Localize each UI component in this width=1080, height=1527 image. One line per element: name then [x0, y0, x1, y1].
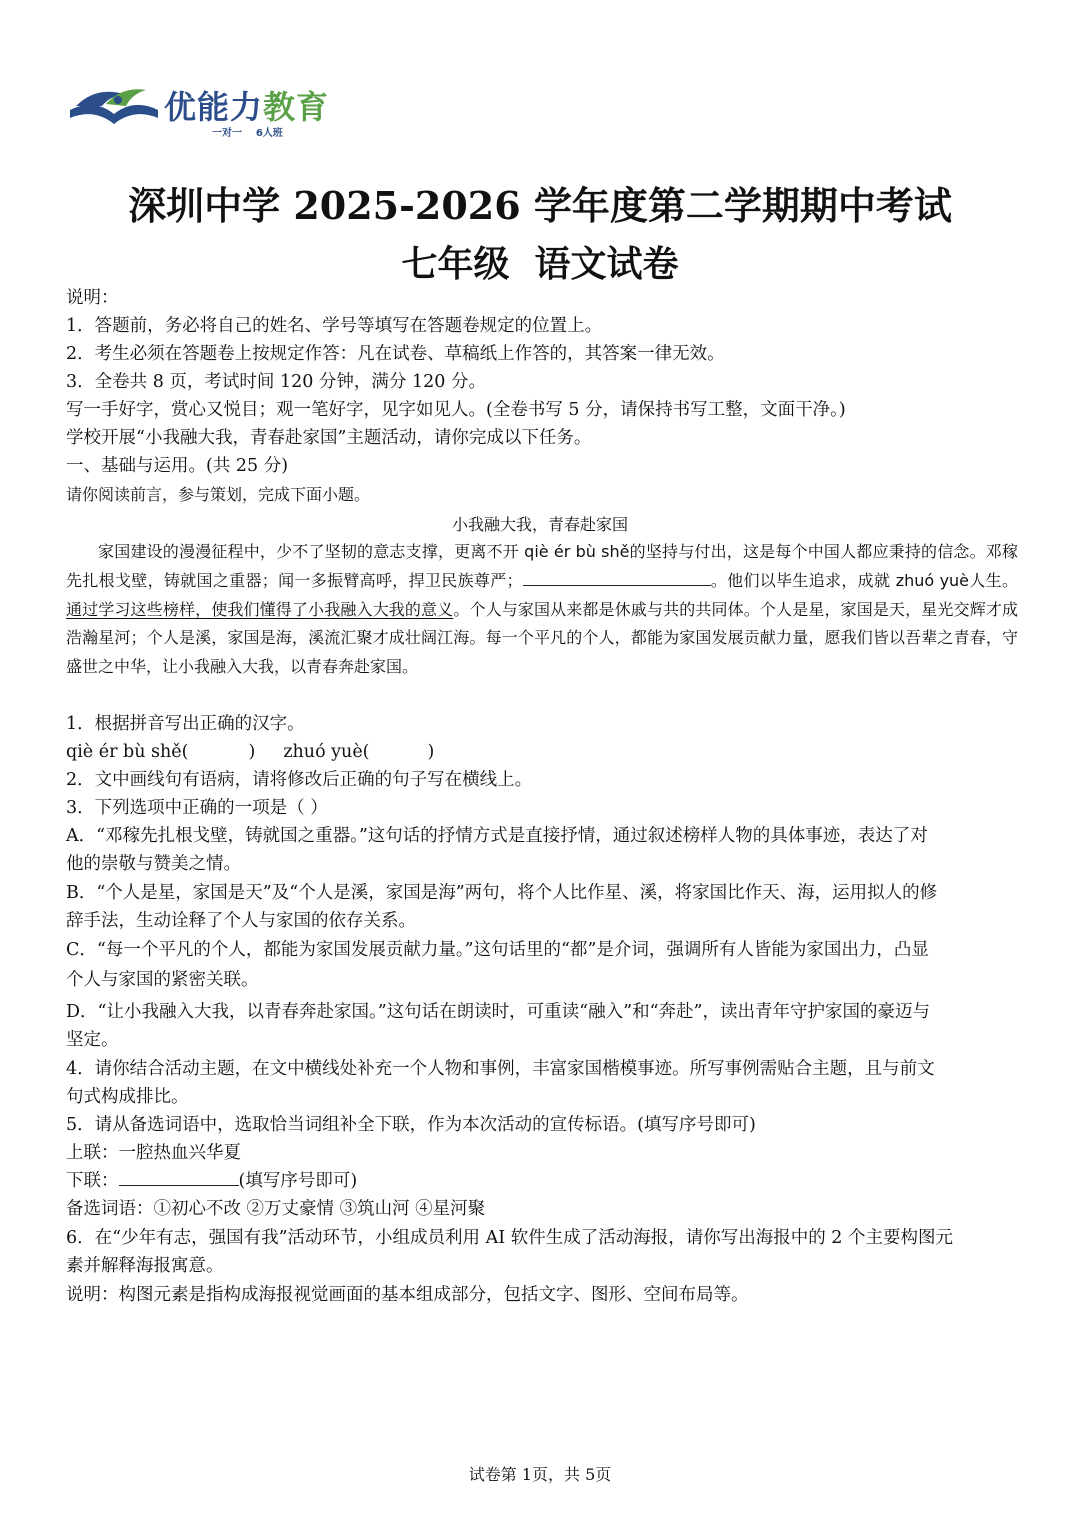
pinyin-line: qiè ér bù shě( ) zhuó yuè( ) [66, 742, 435, 762]
option-c-cont: 个人与家国的紧密关联。 [66, 970, 259, 990]
notes-item: 1．答题前，务必将自己的姓名、学号等填写在答题卷规定的位置上。 [66, 316, 603, 336]
option-d: D．“让小我融入大我，以青春奔赴家国。”这句话在朗读时，可重读“融入”和“奔赴”，读出青年守护家国的豪迈与 [66, 1002, 930, 1022]
upper-couplet: 上联：一腔热血兴华夏 [66, 1143, 241, 1163]
question-6: 6．在“少年有志，强国有我”活动环节，小组成员利用 AI 软件生成了活动海报，请你写出海报中的 2 个主要构图元 [66, 1228, 953, 1248]
notes-item: 2．考生必须在答题卷上按规定作答：凡在试卷、草稿纸上作答的，其答案一律无效。 [66, 344, 725, 364]
activity-intro: 学校开展“小我融大我，青春赴家国”主题活动，请你完成以下任务。 [66, 428, 592, 448]
question-4: 4．请你结合活动主题，在文中横线处补充一个人物和事例，丰富家国楷模事迹。所写事例需贴合主题，且与前文 [66, 1059, 935, 1079]
option-a: A．“邓稼先扎根戈壁，铸就国之重器。”这句话的抒情方式是直接抒情，通过叙述榜样人物的具体事迹，表达了对 [66, 826, 928, 846]
brand-logo [66, 80, 366, 140]
option-c: C．“每一个平凡的个人，都能为家国发展贡献力量。”这句话里的“都”是介词，强调所有人皆能为家国出力，凸显 [66, 940, 929, 960]
question-4-cont: 句式构成排比。 [66, 1087, 189, 1107]
question-2: 2．文中画线句有语病，请将修改后正确的句子写在横线上。 [66, 770, 533, 790]
lower-couplet: 下联： (填写序号即可) [66, 1171, 358, 1191]
exam-subtitle: 七年级 语文试卷 [401, 243, 679, 285]
notes-item: 3．全卷共 8 页，考试时间 120 分钟，满分 120 分。 [66, 372, 486, 392]
option-d-cont: 坚定。 [66, 1030, 119, 1050]
open-book-icon [66, 80, 162, 136]
brand-tagline: 一对一 6人班 [212, 128, 283, 139]
question-6-cont: 素并解释海报寓意。 [66, 1256, 224, 1276]
brand-name: 优能力教育 [164, 88, 330, 126]
question-6-note: 说明：构图元素是指构成海报视觉画面的基本组成部分，包括文字、图形、空间布局等。 [66, 1285, 749, 1305]
handwriting-note: 写一手好字，赏心又悦目；观一笔好字，见字如见人。(全卷书写 5 分，请保持书写工整，文面干净。) [66, 400, 846, 420]
answer-blank[interactable] [119, 1169, 239, 1186]
exam-title: 深圳中学 2025-2026 学年度第二学期期中考试 [128, 183, 952, 228]
section-instruction: 请你阅读前言，参与策划，完成下面小题。 [66, 485, 371, 504]
question-5: 5．请从备选词语中，选取恰当词组补全下联，作为本次活动的宣传标语。(填写序号即可) [66, 1115, 756, 1135]
passage-body: 家国建设的漫漫征程中，少不了坚韧的意志支撑，更离不开 qiè ér bù shě的坚持与付出，这是每个中国人都应秉持的信念。邓稼先扎根戈壁，铸就国之重器；闻一多振臂高呼，捍卫民族尊严； 。他们以毕生追求，成就 zhuó yuè人生。通过学习这些榜样，使我们懂得了小我融入大我的意义。个人与家国从来都是休戚与共的共同体。个人是星，家国是天，星光交辉才成浩瀚星河；个人是溪，家国是海，溪流汇聚才成壮阔江海。每一个平凡的个人，都能为家国发展贡献力量，愿我们皆以吾辈之青春，守盛世之中华，让小我融入大我，以青春奔赴家国。 [66, 542, 1018, 677]
section-heading: 一、基础与运用。(共 25 分) [66, 456, 289, 476]
option-a-cont: 他的崇敬与赞美之情。 [66, 854, 241, 874]
option-b: B．“个人是星，家国是天”及“个人是溪，家国是海”两句，将个人比作星、溪，将家国比作天、海，运用拟人的修 [66, 883, 938, 903]
page-footer: 试卷第 1页，共 5页 [468, 1465, 612, 1484]
underlined-sentence: 通过学习这些榜样，使我们懂得了小我融入大我的意义 [66, 599, 454, 619]
notes-heading: 说明： [66, 288, 119, 308]
question-1: 1．根据拼音写出正确的汉字。 [66, 714, 305, 734]
question-3: 3．下列选项中正确的一项是（ ） [66, 798, 328, 818]
word-options: 备选词语：①初心不改 ②万丈豪情 ③筑山河 ④星河聚 [66, 1199, 486, 1219]
option-b-cont: 辞手法，生动诠释了个人与家国的依存关系。 [66, 911, 416, 931]
fill-in-blank[interactable] [523, 569, 711, 586]
passage-title: 小我融大我，青春赴家国 [451, 515, 628, 534]
